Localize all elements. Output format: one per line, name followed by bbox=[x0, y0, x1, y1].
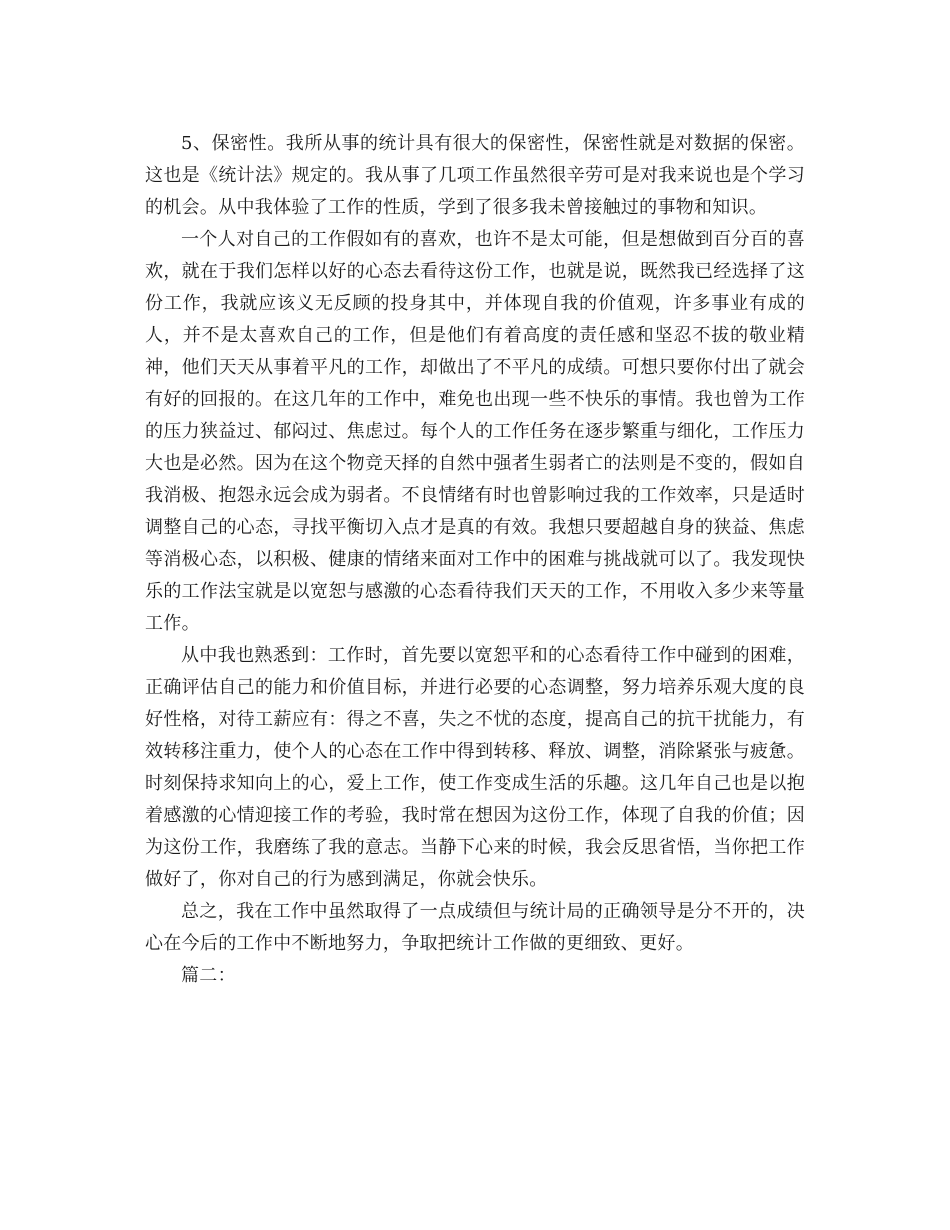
section-heading-part-two: 篇二： bbox=[181, 965, 236, 986]
document-body bbox=[145, 128, 805, 992]
paragraph-lessons: 从中我也熟悉到：工作时，首先要以宽恕平和的心态看待工作中碰到的困难，正确评估自己的能力和价值目标，并进行必要的心态调整，努力培养乐观大度的良好性格，对待工薪应有：得之不喜，失之不忧的态度，提高自己的抗干扰能力，有效转移注重力，使个人的心态在工作中得到转移、释放、调整，消除紧张与疲惫。时刻保持求知向上的心，爱上工作，使工作变成生活的乐趣。这几年自己也是以抱着感激的心情迎接工作的考验，我时常在想因为这份工作，体现了自我的价值；因为这份工作，我磨练了我的意志。当静下心来的时候，我会反思省悟，当你把工作做好了，你对自己的行为感到满足，你就会快乐。 bbox=[145, 645, 805, 890]
paragraph-confidentiality: 5、保密性。我所从事的统计具有很大的保密性，保密性就是对数据的保密。这也是《统计法》规定的。我从事了几项工作虽然很辛劳可是对我来说也是个学习的机会。从中我体验了工作的性质，学到了很多我未曾接触过的事物和知识。 bbox=[145, 133, 805, 218]
paragraph-conclusion: 总之，我在工作中虽然取得了一点成绩但与统计局的正确领导是分不开的，决心在今后的工作中不断地努力，争取把统计工作做的更细致、更好。 bbox=[145, 901, 805, 954]
paragraph-attitude: 一个人对自己的工作假如有的喜欢，也许不是太可能，但是想做到百分百的喜欢，就在于我们怎样以好的心态去看待这份工作，也就是说，既然我已经选择了这份工作，我就应该义无反顾的投身其中，并体现自我的价值观，许多事业有成的人，并不是太喜欢自己的工作，但是他们有着高度的责任感和坚忍不拔的敬业精神，他们天天从事着平凡的工作，却做出了不平凡的成绩。可想只要你付出了就会有好的回报的。在这几年的工作中，难免也出现一些不快乐的事情。我也曾为工作的压力狭益过、郁闷过、焦虑过。每个人的工作任务在逐步繁重与细化，工作压力大也是必然。因为在这个物竞天择的自然中强者生弱者亡的法则是不变的，假如自我消极、抱怨永远会成为弱者。不良情绪有时也曾影响过我的工作效率，只是适时调整自己的心态，寻找平衡切入点才是真的有效。我想只要超越自身的狭益、焦虑等消极心态，以积极、健康的情绪来面对工作中的困难与挑战就可以了。我发现快乐的工作法宝就是以宽恕与感激的心态看待我们天天的工作，不用收入多少来等量工作。 bbox=[145, 229, 805, 634]
